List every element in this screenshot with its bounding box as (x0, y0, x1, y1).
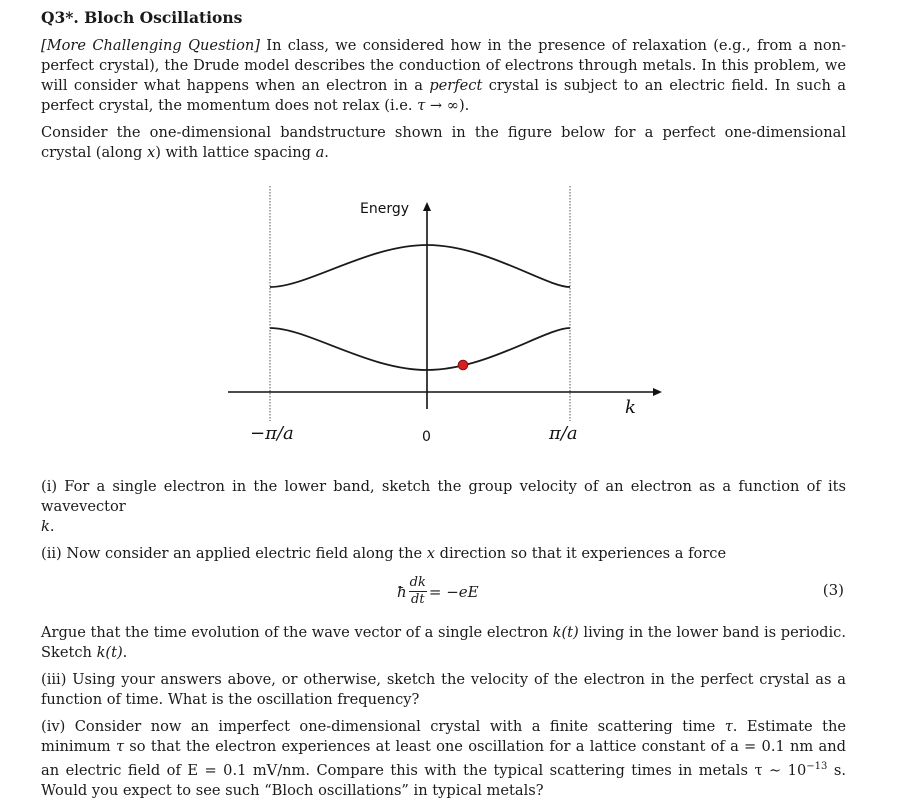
intro-text-a: In class, we considered how in the presence of relaxation (e.g., from a non-perfect crystal), the Drude model describes the conduction of electrons through metals. In this problem, we will consider what happens when an electron in a (41, 37, 846, 94)
zero-tick-label: 0 (422, 429, 431, 445)
part-i-end: . (49, 518, 55, 535)
part-iv (41, 717, 846, 801)
var-x: x (146, 144, 156, 161)
tau-limit: τ → ∞ (417, 97, 459, 114)
var-a: a (315, 144, 325, 161)
energy-axis-arrowhead (423, 202, 431, 211)
electron-dot (458, 360, 468, 370)
part-i (41, 477, 846, 537)
part-ii (41, 544, 846, 564)
part-iv-text-b: . Estimate the minimum (41, 718, 846, 755)
fraction-denominator: dt (411, 592, 425, 607)
k-axis-label: k (625, 397, 636, 418)
equation-row (41, 571, 846, 615)
energy-axis-label: Energy (360, 201, 410, 217)
left-tick-label: −π/a (250, 423, 294, 444)
equation-rhs: = −eE (428, 582, 479, 601)
part-ii-text-b: direction so that it experiences a force (435, 545, 727, 562)
upper-band (270, 245, 570, 287)
bandstructure-figure (228, 183, 668, 463)
part-ii-x: x (426, 545, 435, 562)
part-i-text: (i) For a single electron in the lower band, sketch the group velocity of an electron as a function of its wavevector (41, 478, 846, 515)
part-iv-tau-exp: −13 (806, 761, 828, 772)
challenge-tag: [More Challenging Question] (41, 37, 260, 54)
force-equation (397, 575, 479, 608)
fraction-numerator: dk (409, 575, 426, 590)
intro-text-c: ). (458, 97, 470, 114)
hbar: ħ (397, 582, 407, 601)
lower-band (270, 328, 570, 370)
part-iv-tau2: τ (115, 738, 125, 755)
part-iv-a-eq: a = 0.1 nm (730, 738, 814, 755)
consider-paragraph (41, 123, 846, 163)
question-heading: Q3*. Bloch Oscillations (41, 8, 243, 27)
consider-text-a: Consider the one-dimensional bandstructure shown in the figure below for a perfect one-dimensional crystal (along (41, 124, 846, 161)
part-iv-text-e: . Compare this with the typical scattering times in metals (305, 761, 755, 779)
problem-page (41, 8, 846, 170)
part-iv-text-c: so that the electron experiences at least one oscillation for a lattice constant of (124, 738, 731, 755)
argue-text-b: living in the lower band is periodic. Sketch (41, 624, 846, 661)
consider-text-c: . (324, 144, 329, 161)
part-iv-text-a: (iv) Consider now an imperfect one-dimensional crystal with a finite scattering time (41, 718, 725, 735)
part-iv-tau: τ (724, 718, 733, 735)
part-iv-text-f: s. Would you expect to see such “Bloch oscillations” in typical metals? (41, 761, 846, 799)
perfect-word: perfect (429, 77, 483, 94)
intro-text-b: crystal is subject to an electric field. In such a perfect crystal, the momentum does not relax (i.e. (41, 77, 846, 114)
right-tick-label: π/a (549, 423, 578, 444)
argue-paragraph (41, 623, 846, 663)
intro-paragraph (41, 36, 846, 116)
part-iii: (iii) Using your answers above, or otherwise, sketch the velocity of the electron in the perfect crystal as a function of time. What is the oscillation frequency? (41, 671, 846, 708)
consider-text-b: ) with lattice spacing (155, 144, 316, 161)
part-iv-tau-approx: τ ∼ 10 (754, 761, 807, 779)
part-i-k: k (41, 518, 50, 535)
argue-kt2: k(t) (96, 644, 123, 661)
k-axis-arrowhead (653, 388, 662, 396)
part-ii-text-a: (ii) Now consider an applied electric field along the (41, 545, 427, 562)
equation-number: (3) (822, 581, 844, 599)
bandstructure-plot (228, 183, 668, 463)
part-iv-text-d: and an electric field of (41, 738, 846, 779)
questions-block (41, 477, 846, 808)
argue-text-c: . (122, 644, 128, 661)
argue-kt: k(t) (552, 624, 579, 641)
dk-dt-fraction (409, 575, 427, 608)
part-iv-e-eq: E = 0.1 mV/nm (187, 761, 306, 779)
argue-text-a: Argue that the time evolution of the wave vector of a single electron (41, 624, 553, 641)
